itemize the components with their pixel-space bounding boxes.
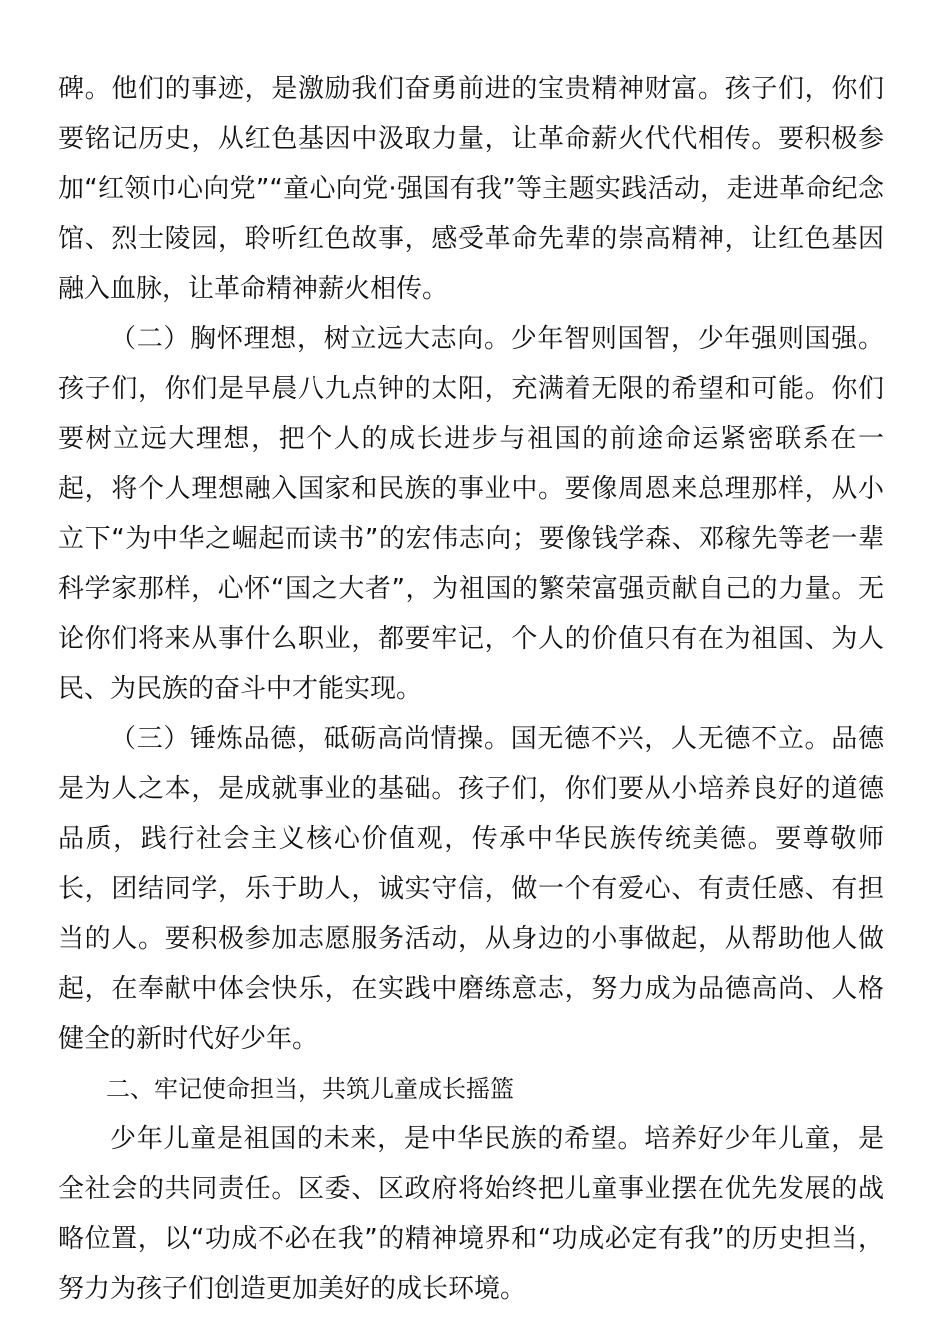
body-text: [58, 64, 884, 1314]
paragraph-responsibility: 少年儿童是祖国的未来，是中华民族的希望。培养好少年儿童，是全社会的共同责任。区委、区政府将始终把儿童事业摆在优先发展的战略位置，以“功成不必在我”的精神境界和“功成必定有我”的历史担当，努力为孩子们创造更加美好的成长环境。: [58, 1124, 884, 1304]
paragraph-morals: （三）锤炼品德，砥砺高尚情操。国无德不兴，人无德不立。品德是为人之本，是成就事业的基础。孩子们，你们要从小培养良好的道德品质，践行社会主义核心价值观，传承中华民族传统美德。要尊敬师长，团结同学，乐于助人，诚实守信，做一个有爱心、有责任感、有担当的人。要积极参加志愿服务活动，从身边的小事做起，从帮助他人做起，在奉献中体会快乐，在实践中磨练意志，努力成为品德高尚、人格健全的新时代好少年。: [58, 724, 884, 1054]
paragraph-ideals: （二）胸怀理想，树立远大志向。少年智则国智，少年强则国强。孩子们，你们是早晨八九点钟的太阳，充满着无限的希望和可能。你们要树立远大理想，把个人的成长进步与祖国的前途命运紧密联系在一起，将个人理想融入国家和民族的事业中。要像周恩来总理那样，从小立下“为中华之崛起而读书”的宏伟志向；要像钱学森、邓稼先等老一辈科学家那样，心怀“国之大者”，为祖国的繁荣富强贡献自己的力量。无论你们将来从事什么职业，都要牢记，个人的价值只有在为祖国、为人民、为民族的奋斗中才能实现。: [58, 324, 884, 704]
paragraph-continued: 碑。他们的事迹，是激励我们奋勇前进的宝贵精神财富。孩子们，你们要铭记历史，从红色基因中汲取力量，让革命薪火代代相传。要积极参加“红领巾心向党”“童心向党·强国有我”等主题实践活动，走进革命纪念馆、烈士陵园，聆听红色故事，感受革命先辈的崇高精神，让红色基因融入血脉，让革命精神薪火相传。: [58, 74, 884, 304]
section-heading: 二、牢记使命担当，共筑儿童成长摇篮: [106, 1075, 514, 1103]
